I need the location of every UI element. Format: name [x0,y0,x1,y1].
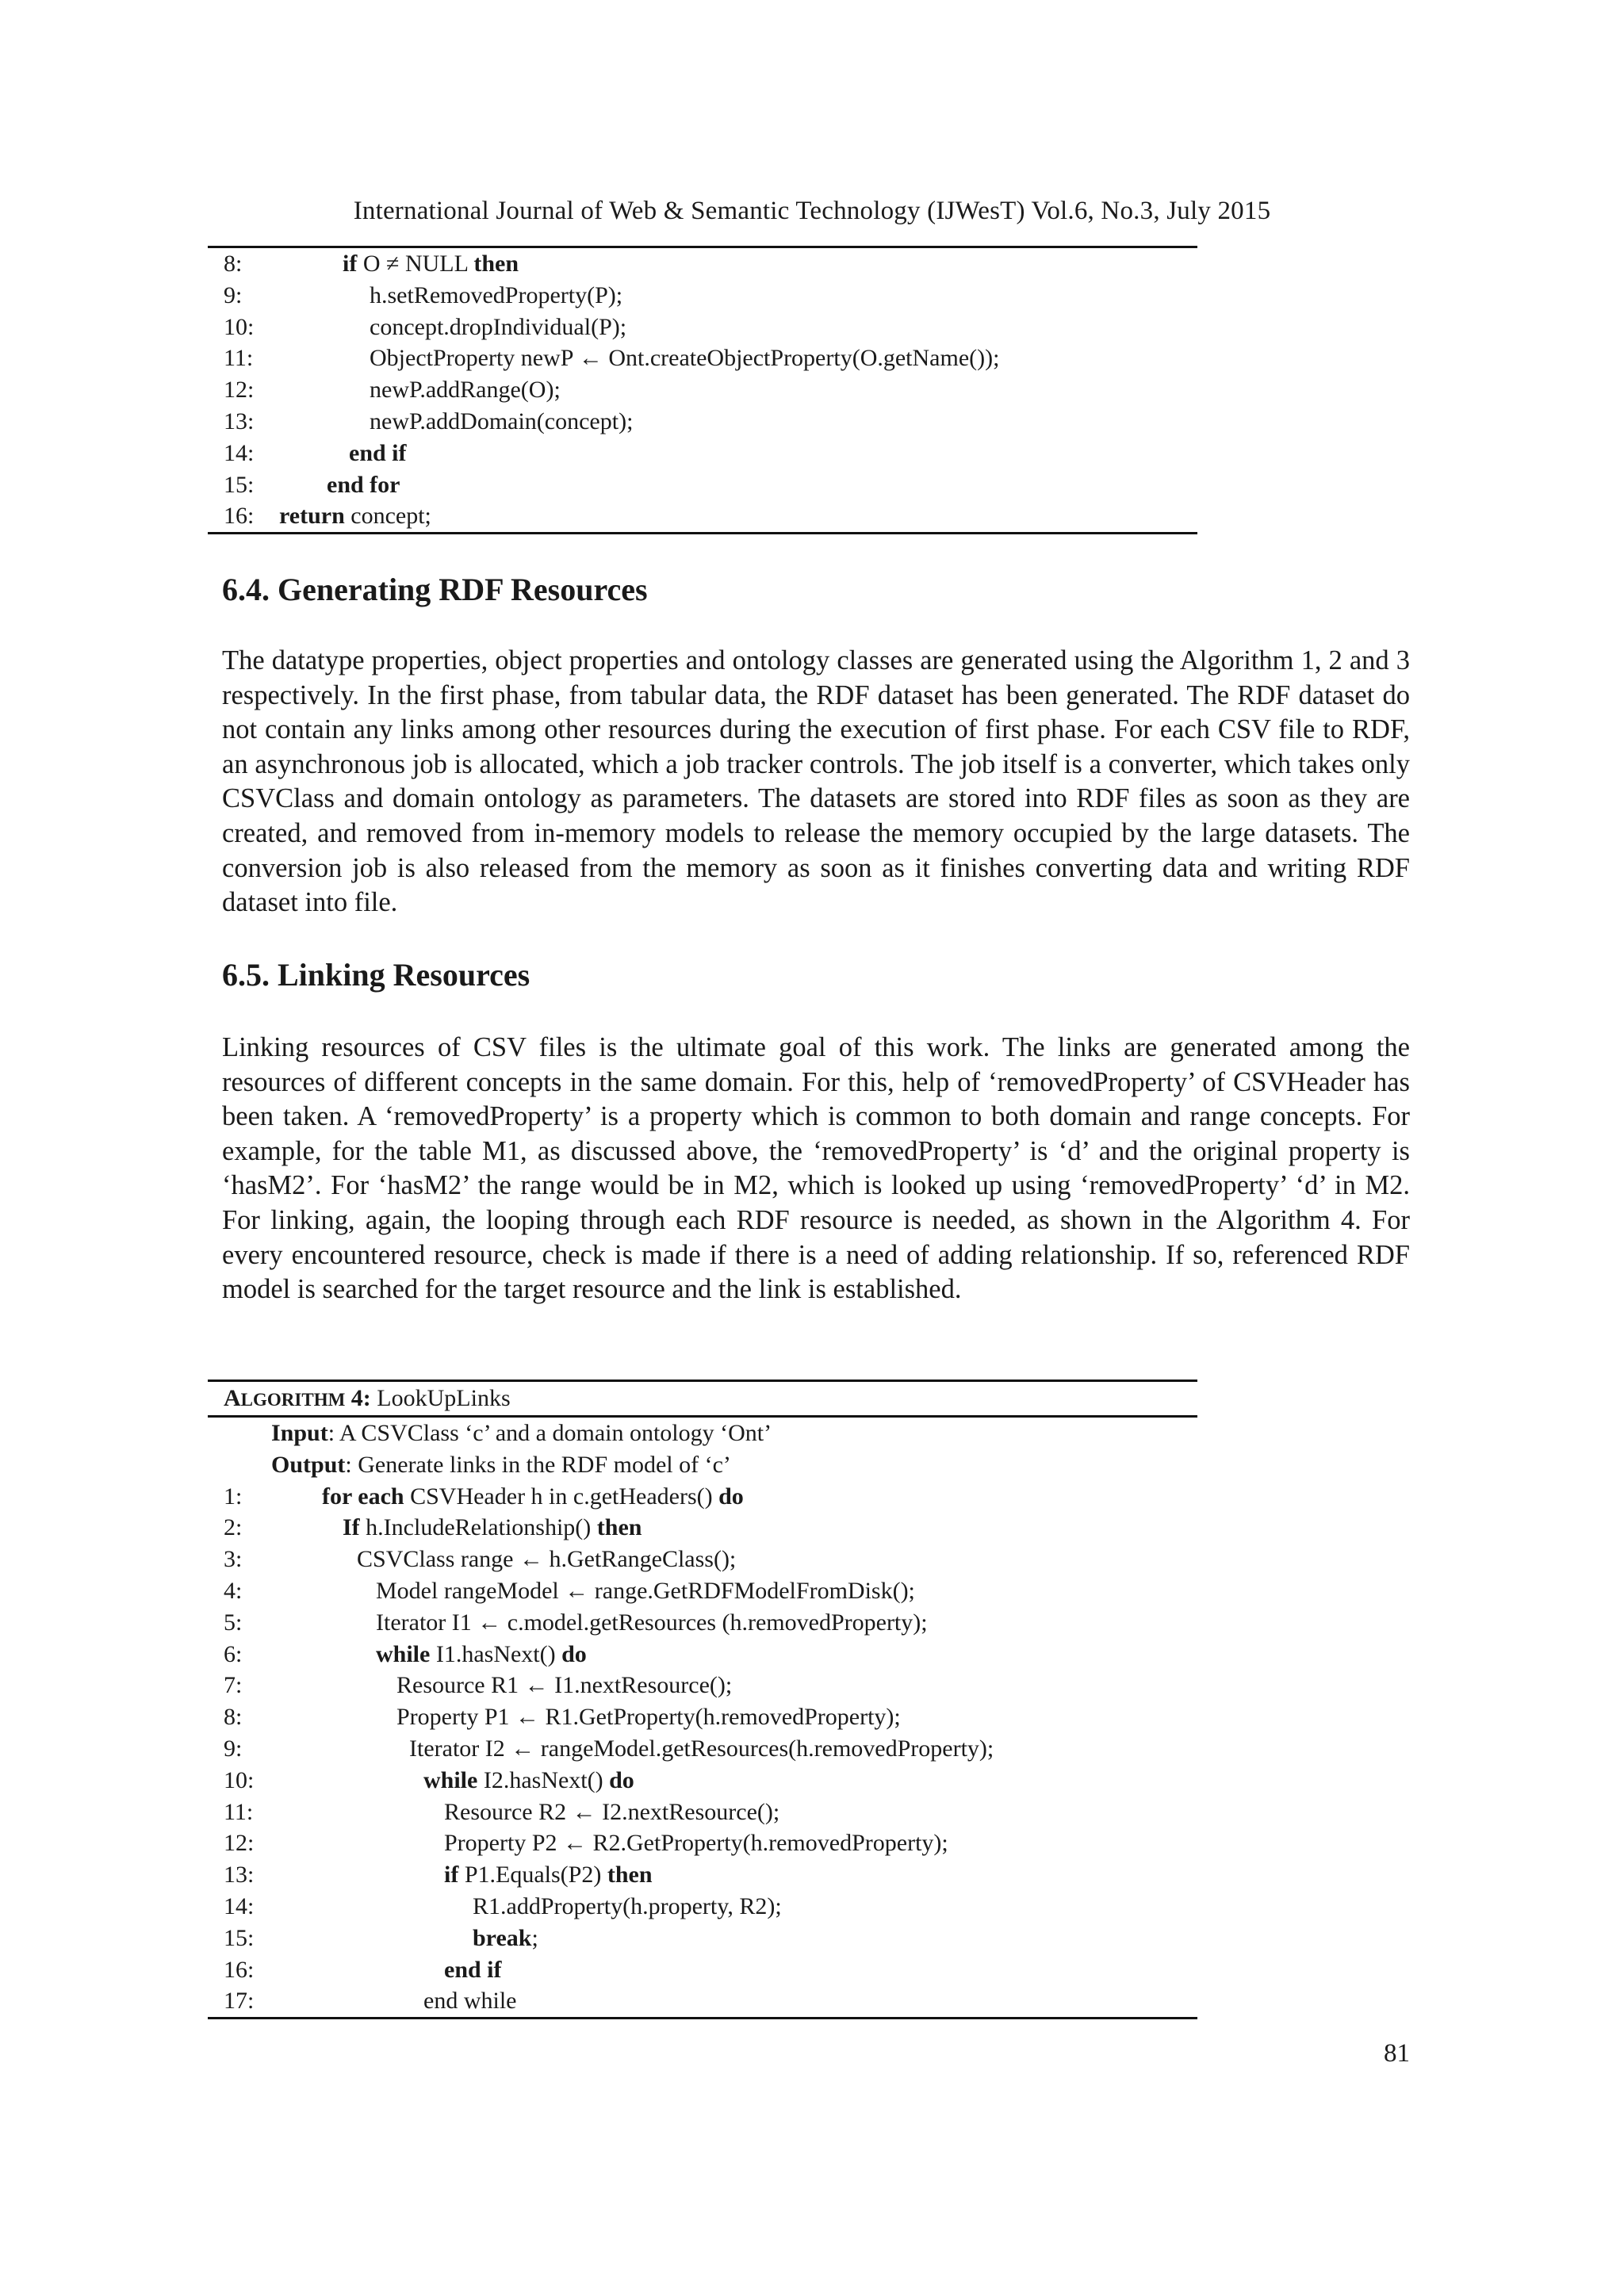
line-number: 12: [224,377,255,404]
code-text: for each CSVHeader h in c.getHeaders() do [322,1483,744,1510]
algorithm-title: ALGORITHM 4: LookUpLinks [208,1380,1197,1418]
line-number: 3: [224,1546,243,1573]
algorithm-3-continued [208,246,1197,534]
line-number: 15: [224,1924,255,1951]
code-line [208,1954,1197,1986]
algorithm-body [208,1418,1197,2019]
code-text: h.setRemovedProperty(P); [370,281,623,308]
line-number: 10: [224,1766,255,1793]
algorithm-input: Input: A CSVClass ‘c’ and a domain ontology ‘Ont’ [271,1420,772,1446]
code-text: Model rangeModel ← range.GetRDFModelFromDisk(); [376,1577,915,1604]
code-text: Iterator I1 ← c.model.getResources (h.removedProperty); [376,1609,928,1636]
paragraph-6-4: The datatype properties, object properties and ontology classes are generated using the Algorithm 1, 2 and 3 respectively. In the first phase, from tabular data, the RDF dataset has been generated. The RDF dataset do not contain any links among other resources during the execution of first phase. For each CSV file to RDF, an asynchronous job is allocated, which a job tracker controls. The job itself is a converter, which takes only CSVClass and domain ontology as parameters. The datasets are stored into RDF files as soon as they are created, and removed from in-memory models to release the memory occupied by the large datasets. The conversion job is also released from the memory as soon as it finishes converting data and writing RDF dataset into file. [222,645,1410,918]
line-number: 16: [224,503,255,530]
line-number: 1: [224,1483,243,1510]
code-text: return concept; [279,503,431,530]
code-line [208,1512,1197,1544]
code-line [208,1544,1197,1575]
line-number: 8: [224,251,243,277]
code-text: if P1.Equals(P2) then [444,1862,653,1888]
code-line [208,374,1197,406]
code-line [208,1575,1197,1607]
line-number: 12: [224,1830,255,1857]
code-text: CSVClass range ← h.GetRangeClass(); [357,1546,737,1573]
line-number: 10: [224,313,255,340]
code-text: Resource R2 ← I2.nextResource(); [444,1798,780,1825]
line-number: 13: [224,408,255,434]
line-number: 11: [224,1798,254,1825]
code-line [208,1985,1197,2017]
code-text: while I2.hasNext() do [423,1766,634,1793]
code-text: ObjectProperty newP ← Ont.createObjectProperty(O.getName()); [370,345,1000,372]
code-line [208,1670,1197,1701]
section-heading-6-5: 6.5. Linking Resources [222,957,530,993]
code-text: Property P2 ← R2.GetProperty(h.removedProperty); [444,1830,948,1857]
code-line [208,438,1197,469]
code-text: If h.IncludeRelationship() then [343,1514,642,1541]
code-text: if O ≠ NULL then [343,251,519,277]
code-text: while I1.hasNext() do [376,1640,587,1667]
line-number: 5: [224,1609,243,1636]
code-text: end if [349,439,407,466]
code-line [208,1827,1197,1859]
code-line [208,500,1197,532]
code-line [208,1607,1197,1639]
line-number: 14: [224,439,255,466]
code-line [208,280,1197,312]
algorithm-4 [208,1380,1197,2019]
line-number: 9: [224,1735,243,1762]
code-text: R1.addProperty(h.property, R2); [473,1892,782,1919]
code-line [208,1923,1197,1954]
code-line [208,1639,1197,1670]
code-text: Property P1 ← R1.GetProperty(h.removedProperty); [396,1704,901,1731]
code-line [208,1481,1197,1513]
algorithm-output: Output: Generate links in the RDF model of ‘c’ [271,1451,731,1478]
code-line [208,248,1197,280]
code-line [208,1733,1197,1765]
code-text: end while [423,1988,517,2015]
line-number: 7: [224,1672,243,1699]
line-number: 17: [224,1988,255,2015]
code-text: newP.addDomain(concept); [370,408,634,434]
line-number: 9: [224,281,243,308]
line-number: 4: [224,1577,243,1604]
section-heading-6-4: 6.4. Generating RDF Resources [222,572,648,607]
paragraph-6-5: Linking resources of CSV files is the ultimate goal of this work. The links are generated among the resources of different concepts in the same domain. For this, help of ‘removedProperty’ of CSVHeader has been taken. A ‘removedProperty’ is a property which is common to both domain and range concepts. For example, for the table M1, as discussed above, the ‘removedProperty’ is ‘d’ and the original property is ‘hasM2’. For ‘hasM2’ the range would be in M2, which is looked up using ‘removedProperty’ ‘d’ in M2. For linking, again, the looping through each RDF resource is needed, as shown in the Algorithm 4. For every encountered resource, check is made if there is a need of adding relationship. If so, referenced RDF model is searched for the target resource and the link is established. [222,1032,1410,1305]
code-line [208,342,1197,374]
code-line [208,1701,1197,1733]
page-number: 81 [1384,2039,1410,2068]
line-number: 13: [224,1862,255,1888]
code-text: end for [327,471,400,498]
code-text: Iterator I2 ← rangeModel.getResources(h.removedProperty); [409,1735,994,1762]
code-line [208,312,1197,343]
code-text: newP.addRange(O); [370,377,561,404]
code-text: break; [473,1924,538,1951]
line-number: 11: [224,345,254,372]
code-text: end if [444,1956,502,1983]
code-text: Resource R1 ← I1.nextResource(); [396,1672,733,1699]
running-header: International Journal of Web & Semantic Technology (IJWesT) Vol.6, No.3, July 2015 [353,197,1271,225]
code-line [208,1859,1197,1891]
line-number: 14: [224,1892,255,1919]
code-line [208,1891,1197,1923]
code-line [208,1797,1197,1828]
line-number: 15: [224,471,255,498]
line-number: 2: [224,1514,243,1541]
line-number: 16: [224,1956,255,1983]
code-line [208,1765,1197,1797]
code-text: concept.dropIndividual(P); [370,313,627,340]
line-number: 8: [224,1704,243,1731]
code-line [208,469,1197,501]
line-number: 6: [224,1640,243,1667]
code-line [208,406,1197,438]
